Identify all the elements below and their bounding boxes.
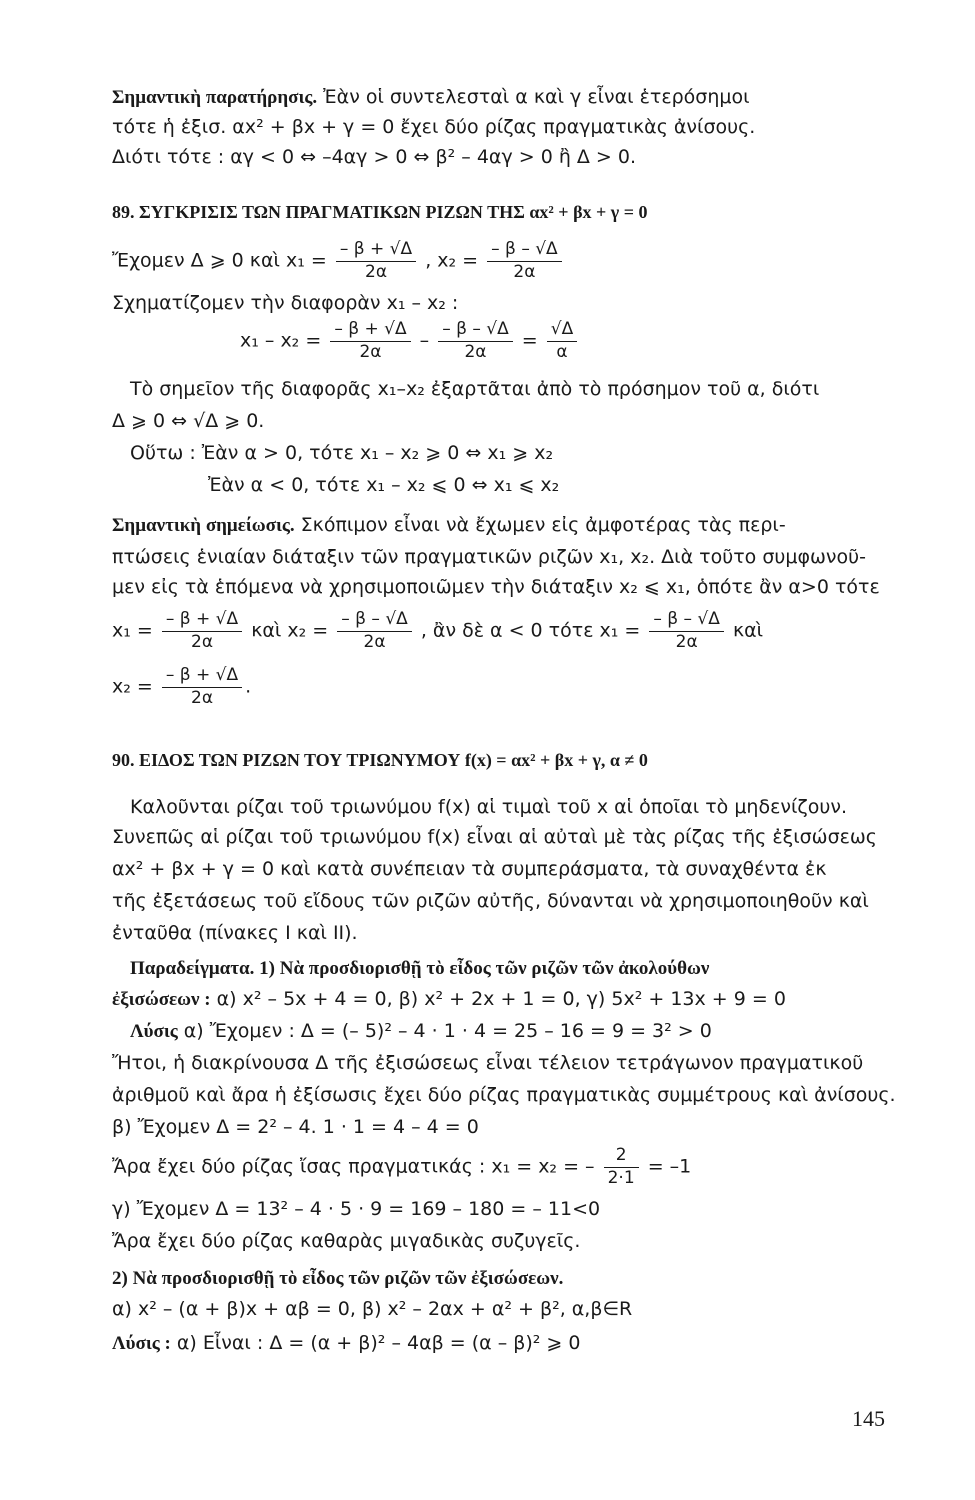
equations-label: ἐξισώσεων : — [112, 989, 211, 1010]
remark-paragraph-line-1 — [112, 86, 750, 110]
neg-x2-fraction: $\frac{- \beta + √\Delta}{2\alpha}$ — [162, 666, 242, 708]
x2-lead: , x₂ = — [425, 249, 479, 272]
minus-sign: – — [419, 329, 430, 352]
remark-text: Ἐὰν οἱ συντελεσταὶ α καὶ γ εἶναι ἑτερόσημοι — [323, 86, 750, 108]
remark-title: Σημαντικὴ παρατήρησις. — [112, 87, 318, 108]
solution-line-1: Ἤτοι, ἡ διακρίνουσα Δ τῆς ἐξισώσεως εἶναι τέλειον τετράγωνον πραγματικοῦ — [112, 1052, 864, 1074]
solution-2-text: α) Εἶναι : Δ = (α + β)² – 4αβ = (α – β)² ⩾ 0 — [176, 1332, 581, 1354]
solution-2-label: Λύσις : — [112, 1333, 171, 1354]
equal-roots-result: = –1 — [647, 1155, 692, 1178]
example-2-equations: α) x² – (α + β)x + αβ = 0, β) x² – 2αx + α² + β², α,β∈R — [112, 1298, 633, 1320]
sec90-para-5: ἐνταῦθα (πίνακες I καὶ II). — [112, 922, 358, 944]
equal-roots-fraction: $\frac{2}{2\cdot 1}$ — [604, 1146, 639, 1188]
equals-sign: = — [521, 329, 538, 352]
x1-fraction: $\frac{- \beta + √\Delta}{2\alpha}$ — [336, 240, 416, 282]
form-difference: Σχηματίζομεν τὴν διαφορὰν x₁ – x₂ : — [112, 292, 459, 314]
remark-line-2: τότε ἡ ἐξισ. αx² + βx + γ = 0 ἔχει δύο ρίζας πραγματικὰς ἀνίσους. — [112, 116, 756, 138]
page-number: 145 — [852, 1406, 885, 1431]
note-line-3: μεν εἰς τὰ ἑπόμενα νὰ χρησιμοποιῶμεν τὴν διάταξιν x₂ ⩽ x₁, ὁπότε ἂν α>0 τότε — [112, 576, 880, 598]
x2-negative-formula — [112, 666, 251, 708]
solution-a-text: α) Ἔχομεν : Δ = (– 5)² – 4 · 1 · 4 = 25 – 16 = 9 = 3² > 0 — [183, 1020, 712, 1042]
solution-line-3: β) Ἔχομεν Δ = 2² – 4. 1 · 1 = 4 – 4 = 0 — [112, 1116, 479, 1138]
case-positive: Οὕτω : Ἐὰν α > 0, τότε x₁ – x₂ ⩾ 0 ⇔ x₁ ⩾ x₂ — [130, 442, 554, 464]
solution-line-4 — [112, 1146, 691, 1188]
ordered-roots-formula — [112, 610, 763, 652]
roots-definition — [112, 240, 565, 282]
sec90-para-1: Καλοῦνται ρίζαι τοῦ τριωνύμου f(x) αἱ τιμαὶ τοῦ x αἱ ὁποῖαι τὸ μηδενίζουν. — [130, 796, 847, 818]
note-text-1: Σκόπιμον εἶναι νὰ ἔχωμεν εἰς ἀμφοτέρας τὰς περι- — [300, 514, 786, 536]
section-89-heading: 89. ΣΥΓΚΡΙΣΙΣ ΤΩΝ ΠΡΑΓΜΑΤΙΚΩΝ ΡΙΖΩΝ ΤΗΣ αx² + βx + γ = 0 — [112, 202, 648, 222]
diff-lead: x₁ – x₂ = — [240, 329, 322, 352]
difference-formula — [240, 320, 580, 362]
solution-label: Λύσις — [130, 1021, 178, 1042]
examples-equations — [112, 988, 786, 1012]
sign-dependence: Τὸ σημεῖον τῆς διαφορᾶς x₁–x₂ ἐξαρτᾶται ἀπὸ τὸ πρόσημον τοῦ α, διότι — [130, 378, 820, 400]
diff-frac-2: $\frac{- \beta - √\Delta}{2\alpha}$ — [438, 320, 513, 362]
solution-a — [130, 1020, 712, 1044]
ordered-x2-fraction: $\frac{- \beta - √\Delta}{2\alpha}$ — [337, 610, 412, 652]
diff-result: $\frac{√\Delta}{\alpha}$ — [547, 320, 577, 362]
note-line-1 — [112, 514, 786, 538]
solution-line-6: Ἄρα ἔχει δύο ρίζας καθαρὰς μιγαδικὰς συζυγεῖς. — [112, 1230, 581, 1252]
section-90-heading: 90. ΕΙΔΟΣ ΤΩΝ ΡΙΖΩΝ ΤΟΥ ΤΡΙΩΝΥΜΟΥ f(x) = αx² + βx + γ, α ≠ 0 — [112, 750, 648, 770]
x2-eq: x₂ = — [112, 675, 153, 698]
x1-eq: x₁ = — [112, 619, 153, 642]
have-text: Ἔχομεν Δ ⩾ 0 καὶ x₁ = — [112, 249, 327, 272]
solution-line-5: γ) Ἔχομεν Δ = 13² – 4 · 5 · 9 = 169 – 180 = – 11<0 — [112, 1198, 601, 1220]
x2-fraction: $\frac{- \beta - √\Delta}{2\alpha}$ — [487, 240, 562, 282]
remark-line-3: Διότι τότε : αγ < 0 ⇔ –4αγ > 0 ⇔ β² – 4αγ > 0 ἢ Δ > 0. — [112, 146, 637, 168]
note-title: Σημαντικὴ σημείωσις. — [112, 515, 295, 536]
note-line-2: πτώσεις ἑνιαίαν διάταξιν τῶν πραγματικῶν ριζῶν x₁, x₂. Διὰ τοῦτο συμφωνοῦ- — [112, 546, 866, 568]
period: . — [245, 675, 252, 698]
ordered-x1-fraction: $\frac{- \beta + √\Delta}{2\alpha}$ — [162, 610, 242, 652]
negative-alpha-case: , ἂν δὲ α < 0 τότε x₁ = — [420, 619, 641, 642]
kai-word: καὶ — [732, 619, 764, 642]
case-negative: Ἐὰν α < 0, τότε x₁ – x₂ ⩽ 0 ⇔ x₁ ⩽ x₂ — [208, 474, 560, 496]
solution-line-2: ἀριθμοῦ καὶ ἄρα ἡ ἐξίσωσις ἔχει δύο ρίζας πραγματικὰς συμμέτρους καὶ ἀνίσους. — [112, 1084, 896, 1106]
kai-x2: καὶ x₂ = — [251, 619, 329, 642]
diff-frac-1: $\frac{- \beta + √\Delta}{2\alpha}$ — [330, 320, 410, 362]
neg-x1-fraction: $\frac{- \beta - √\Delta}{2\alpha}$ — [649, 610, 724, 652]
sec90-para-2: Συνεπῶς αἱ ρίζαι τοῦ τριωνύμου f(x) εἶναι αἱ αὐταὶ μὲ τὰς ρίζας τῆς ἐξισώσεως — [112, 826, 877, 848]
equal-roots-text: Ἄρα ἔχει δύο ρίζας ἴσας πραγματικάς : x₁ = x₂ = – — [112, 1155, 595, 1178]
example-2-title: 2) Νὰ προσδιορισθῇ τὸ εἶδος τῶν ριζῶν τῶν ἐξισώσεων. — [112, 1268, 564, 1289]
sec90-para-3: αx² + βx + γ = 0 καὶ κατὰ συνέπειαν τὰ συμπεράσματα, τὰ συναχθέντα ἐκ — [112, 858, 827, 880]
sec90-para-4: τῆς ἐξετάσεως τοῦ εἴδους τῶν ριζῶν αὐτῆς, δύνανται νὰ χρησιμοποιηθοῦν καὶ — [112, 890, 869, 912]
equations-list: α) x² – 5x + 4 = 0, β) x² + 2x + 1 = 0, γ) 5x² + 13x + 9 = 0 — [216, 988, 786, 1010]
example-2-solution — [112, 1332, 580, 1356]
sign-dependence-2: Δ ⩾ 0 ⇔ √Δ ⩾ 0. — [112, 410, 265, 432]
examples-title: Παραδείγματα. 1) Νὰ προσδιορισθῇ τὸ εἶδος τῶν ριζῶν τῶν ἀκολούθων — [130, 958, 710, 979]
